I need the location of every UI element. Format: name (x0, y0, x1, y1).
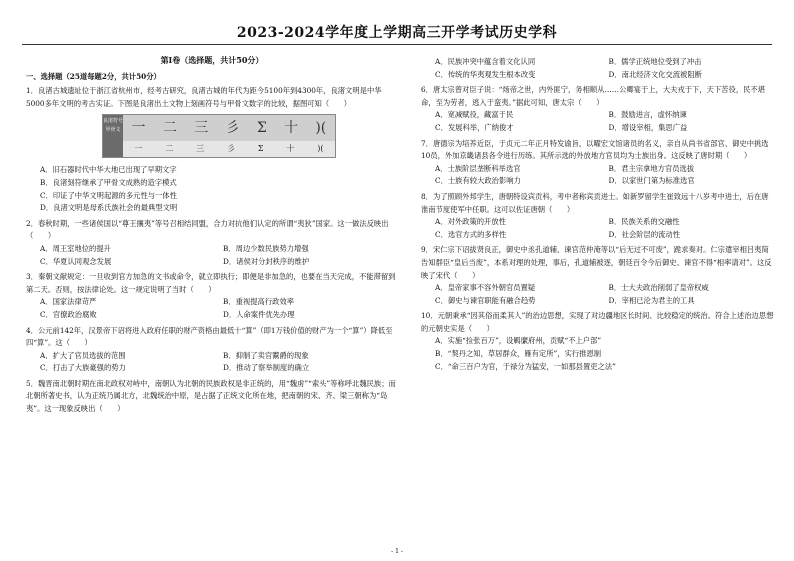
answer-option: D．宰相已沦为君主的工具 (608, 295, 695, 305)
answer-option: D．增设宰相，集思广益 (608, 122, 688, 132)
answer-option: D．南北经济文化交流被阻断 (608, 69, 702, 79)
answer-option: B．良渚刻符继承了甲骨文成熟的造字模式 (40, 177, 177, 187)
answer-option: C．选官方式的多样性 (435, 229, 507, 239)
answer-option: D．推动了察举制度的确立 (223, 363, 310, 373)
answer-option: C．御史与谏官职能有融合趋势 (435, 295, 536, 305)
part-label: 一、选择题（25道每题2分，共计50分） (26, 71, 161, 81)
question-text: 8．为了照顾外邦学生，唐朝特设宾贡科，考中者称宾贡进士。如新罗留学生崔致远十八岁考中进士，后在唐淮南节度使军中任职。这可以佐证唐朝（ ） (421, 191, 769, 214)
figure-label-bottom: 甲骨文 (105, 127, 121, 134)
question-text: 7．唐德宗为培养近臣，于贞元二年正月特发谕旨，以曜宏文馆诸员的名义，亲自从尚书省部官、御史中挑选10员，外加京畿诸县各令进行历练。其所示选的外放地方官员均为士族出身。这反映了唐时期（ ） (421, 138, 769, 161)
answer-option: C．印证了中华文明起源的多元性与一体性 (40, 190, 177, 200)
question-item (26, 271, 398, 321)
answer-option: B．民族关系的交融性 (608, 217, 680, 227)
figure-symbol: 三 (196, 144, 205, 154)
symbol-comparison-figure (102, 114, 336, 158)
answer-option: B．“契丹之知，草居群众，雁有定所”，实行推恩制 (435, 349, 602, 359)
question-item (421, 191, 774, 241)
answer-option: B．周边少数民族势力增强 (223, 243, 309, 253)
figure-symbol: 十 (286, 144, 295, 154)
question-text: 6．唐太宗曾对臣子说：“炀帝之世，内外匪宁，务相顺从……公卿宴于上，大夫戎于下，天下苦役，民不堪命，至为劳者，逃入于蛮夷。”据此可知，唐太宗（ ） (421, 85, 766, 107)
answer-options (435, 282, 774, 307)
figure-symbol: )( (317, 144, 324, 154)
answer-options (435, 109, 774, 134)
question-text: 10．元朝秉承“因其俗而柔其人”的治边思想，实现了对边疆地区长时间、比较稳定的统治。符合上述治边思想的元朝史实是（ ） (421, 311, 774, 333)
question-item (421, 56, 774, 81)
answer-option: A．民族冲突中蕴含着文化认同 (435, 57, 536, 66)
figure-side-labels (103, 115, 123, 157)
question-item (421, 244, 774, 307)
figure-symbol: 三 (194, 120, 209, 137)
answer-options (435, 216, 774, 241)
answer-option: D．社会阶层的流动性 (608, 229, 681, 239)
question-item (26, 218, 398, 268)
answer-option: C．传统的华夷观发生根本改变 (435, 69, 536, 79)
figure-symbol: 一 (131, 120, 146, 137)
figure-symbol: 二 (165, 144, 174, 154)
figure-symbol: 十 (284, 120, 299, 137)
answer-option: C．士族有较大政治影响力 (435, 176, 521, 186)
answer-option: C．“命三百户为官，于禄分为猛安，一如那县置吏之法” (435, 361, 616, 371)
figure-symbol: 彡 (227, 144, 235, 154)
question-item (421, 84, 774, 134)
question-item (26, 325, 398, 375)
left-column (26, 52, 398, 419)
answer-option: A．士族阶层垄断科举选官 (435, 163, 521, 173)
figure-symbol: )( (315, 120, 327, 137)
question-item (26, 85, 398, 215)
question-text: 1．良渚古城遗址位于浙江省杭州市，经考古研究，良渚古城的年代为距今5100年到4300年，良渚文明是中华5000多年文明的考古实证。下图是良渚出土文物上刻画符号与甲骨文数字的比较，据图可知（ ） (26, 86, 382, 108)
question-item (421, 310, 774, 373)
answer-options (435, 335, 774, 373)
answer-option: B．重视提高行政效率 (223, 297, 295, 307)
question-item (421, 138, 774, 188)
answer-options (40, 243, 398, 268)
answer-option: B．君主宗拿地方官员选拔 (608, 163, 695, 173)
answer-option: B．鼓励进言，虚怀纳谏 (608, 110, 687, 120)
answer-option: C．官僚政治腐败 (40, 309, 97, 319)
figure-symbol: 一 (134, 144, 143, 154)
answer-options (40, 296, 398, 321)
answer-option: C．华夏认同观念发展 (40, 256, 112, 266)
answer-options (435, 56, 774, 81)
answer-option: A．皇帝家事不容外朝官员置疑 (435, 283, 536, 293)
figure-symbol: 二 (162, 120, 177, 137)
answer-option: A．周王室地位的提升 (40, 243, 111, 253)
question-text: 5．魏晋南北朝时期在南北政权对峙中，南朝认为北朝的民族政权是非正统的，用“魏虏”“索头”等称呼北魏民族；而北朝所著史书，认为正统乃属北方，北魏统治中原，是占据了正统文化所在地，把南朝的宋、齐、梁三朝称为“岛夷”。这一现象反映出（ ） (26, 378, 396, 414)
answer-option: D．人命案件优先办理 (223, 309, 295, 319)
question-text: 3．秦朝文献规定：一旦收到官方加急的文书或命令，就立即执行；即便是非加急的，也要在当天完成，不能滞留到第二天。否则，按法律论处。这一规定说明了当时（ ） (26, 272, 396, 294)
answer-options (40, 164, 398, 214)
answer-options (40, 350, 398, 375)
header-rule (22, 44, 772, 45)
section-title: 第Ⅰ卷（选择题，共计50分） (160, 55, 264, 65)
figure-symbols-bottom (123, 141, 335, 157)
figure-symbol: Σ (257, 144, 264, 154)
answer-option: B．士大夫政治削弱了皇帝权威 (608, 283, 709, 293)
answer-option: D．诸侯对分封秩序的维护 (223, 256, 310, 266)
answer-option: C．打击了大族豪强的势力 (40, 363, 126, 373)
question-text: 9．宋仁宗下诏拔贤良正，御史中丞孔道辅、谏官范仲淹等以“后无过不可废”，跪求奏对。仁宗遣宰相吕夷简告知群臣“皇后当废”，本系对理的处理，事后，孔道辅被逐，朝廷百令今后御史、谏官不得“相率请对”。这反映了宋代（ ） (421, 245, 772, 280)
figure-symbols-top (123, 115, 335, 141)
figure-symbol: 彡 (225, 120, 240, 137)
answer-option: A．宽减赋役，藏富于民 (435, 110, 514, 120)
answer-option: D．以家世门第为标准选官 (608, 176, 695, 186)
answer-option: A．对外政策的开放性 (435, 217, 506, 227)
page-number: - 1 - (391, 548, 403, 555)
question-item (26, 378, 398, 416)
answer-option: A．实施“捡张百万”，设羁縻府州，贡赋“不上户部” (435, 336, 602, 346)
answer-option: B．儒学正统地位受到了冲击 (608, 57, 702, 66)
answer-option: A．国家法律苛严 (40, 297, 97, 307)
answer-options (435, 163, 774, 188)
answer-option: D．良渚文明是母系氏族社会的最典型文明 (40, 203, 178, 213)
question-text: 4．公元前142年，汉景帝下诏将进入政府任职的财产资格由最低十“算”（即1万钱价值的财产为一个“算”）降低至四“算”。这（ ） (26, 325, 393, 348)
answer-option: A．扩大了官员选拔的范围 (40, 350, 126, 360)
right-column (421, 56, 774, 376)
answer-option: A．旧石器时代中华大地已出现了早期文字 (40, 165, 177, 175)
question-text: 2．春秋时期，一些诸侯国以“尊王攘夷”等号召相结同盟，合力对抗他们认定的所谓“夷狄”国家。这一做法反映出（ ） (26, 218, 389, 241)
answer-option: B．抑制了卖官鬻爵的现象 (223, 350, 309, 360)
answer-option: C．发展科举，广纳俊才 (435, 122, 514, 132)
page-title: 2023-2024学年度上学期高三开学考试历史学科 (236, 25, 558, 41)
figure-symbol: Σ (256, 120, 267, 137)
figure-label-top: 良渚符号 (103, 118, 124, 125)
